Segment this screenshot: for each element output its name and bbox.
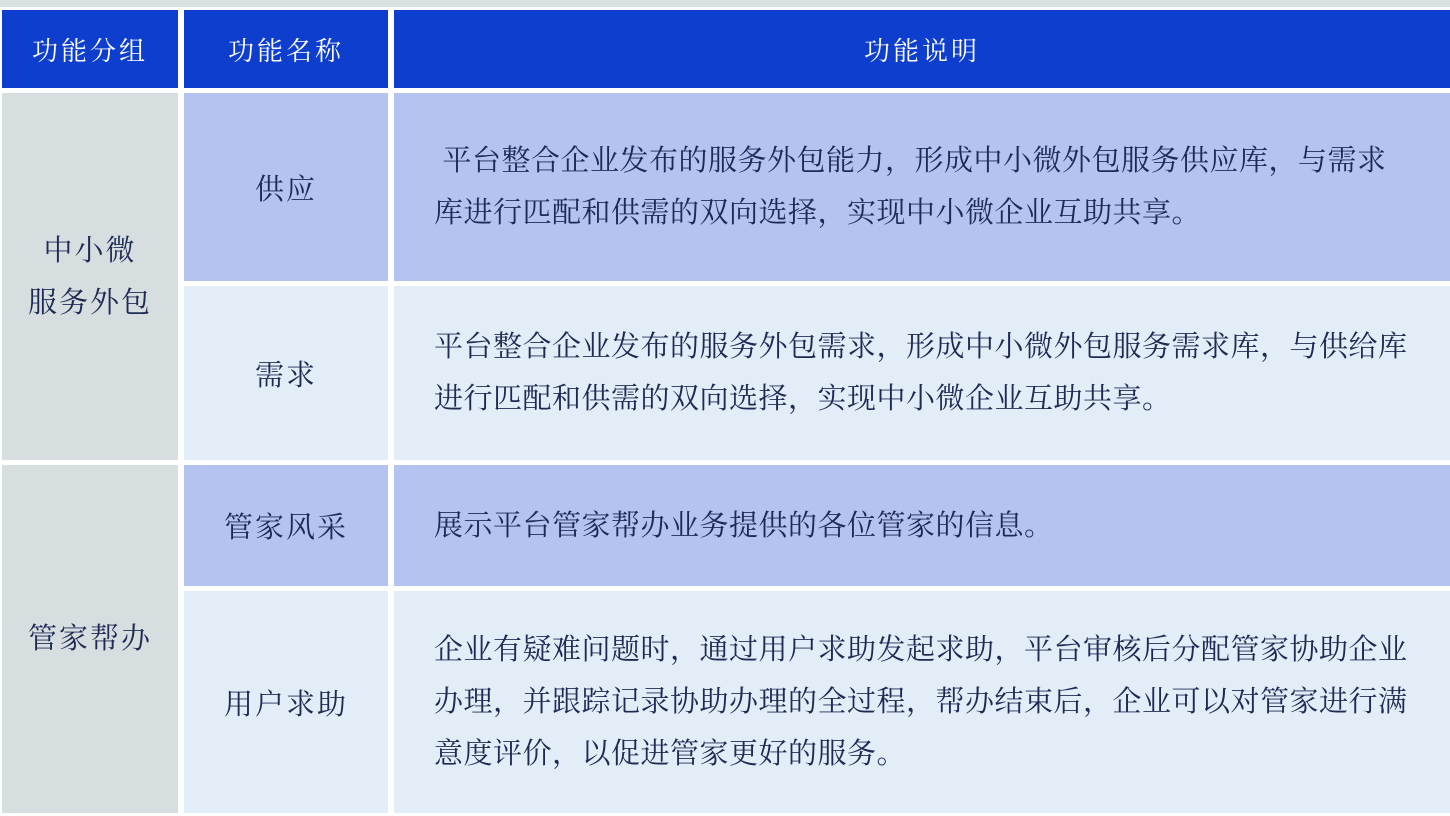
group-label-line: 服务外包 [27,286,152,319]
group-cell-butler-assistance [2,465,178,813]
desc-cell-user-help-request: 企业有疑难问题时，通过用户求助发起求助，平台审核后分配管家协助企业办理，并跟踪记录协助办理的全过程，帮办结束后，企业可以对管家进行满意度评价，以促进管家更好的服务。 [394,591,1450,813]
desc-cell-demand: 平台整合企业发布的服务外包需求，形成中小微外包服务需求库，与供给库进行匹配和供需的双向选择，实现中小微企业互助共享。 [394,286,1450,460]
desc-cell-butler-profiles: 展示平台管家帮办业务提供的各位管家的信息。 [394,465,1450,586]
name-cell-butler-profiles: 管家风采 [184,465,388,586]
column-header-function-name: 功能名称 [184,10,388,88]
column-header-function-group: 功能分组 [2,10,178,88]
group-cell-smb-service-outsourcing [2,93,178,460]
name-cell-supply: 供应 [184,93,388,281]
desc-cell-supply: 平台整合企业发布的服务外包能力，形成中小微外包服务供应库，与需求库进行匹配和供需的双向选择，实现中小微企业互助共享。 [394,93,1450,281]
name-cell-demand: 需求 [184,286,388,460]
group-label-line: 中小微 [43,234,137,267]
group-label-line: 管家帮办 [27,623,152,655]
feature-table [0,7,1450,816]
name-cell-user-help-request: 用户求助 [184,591,388,813]
column-header-function-description: 功能说明 [394,10,1450,88]
